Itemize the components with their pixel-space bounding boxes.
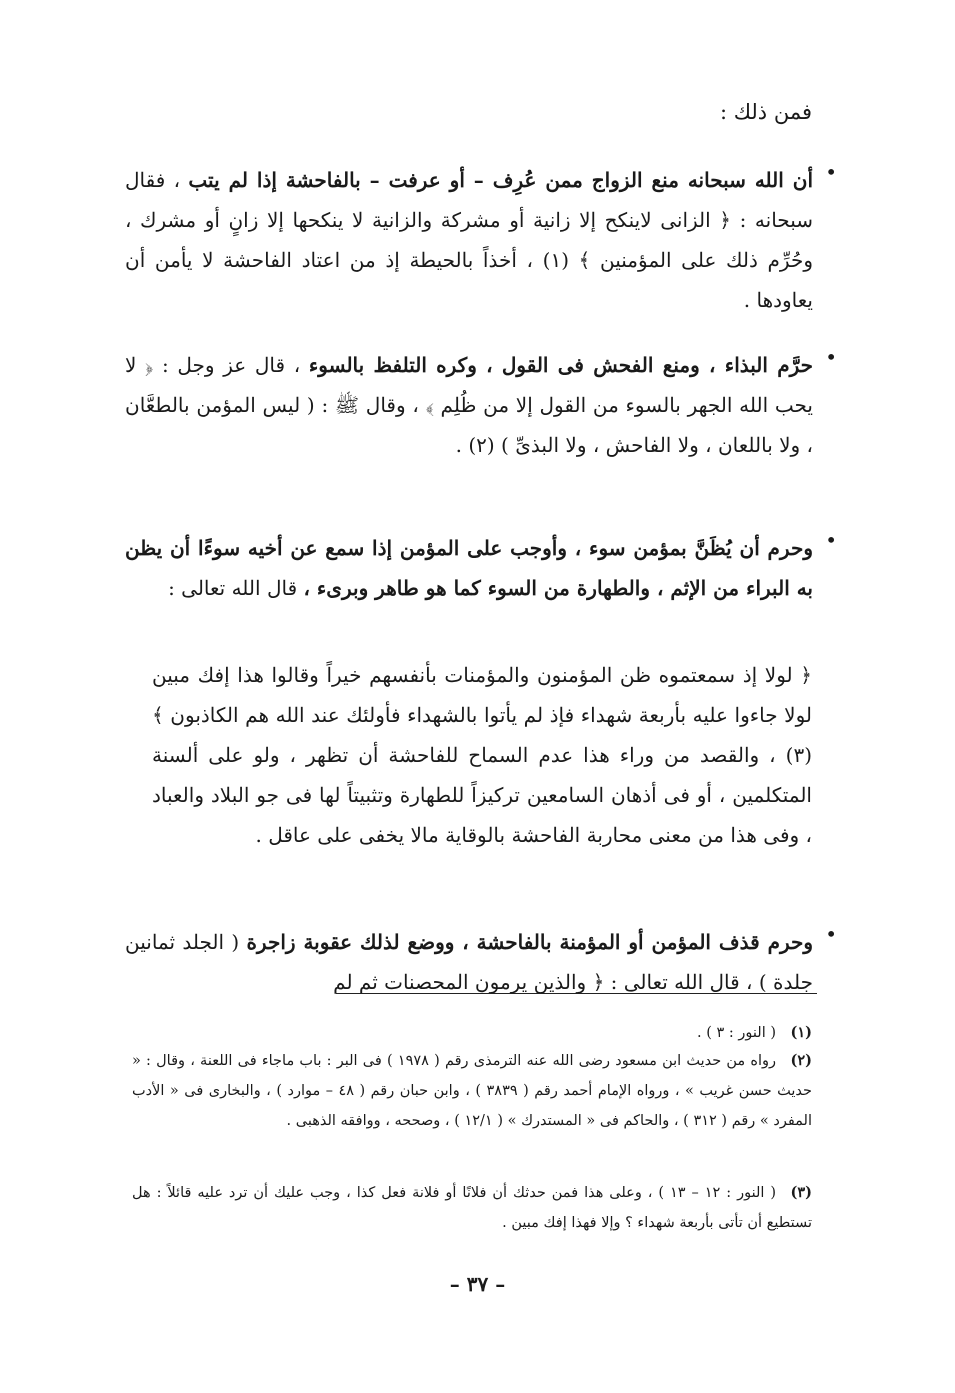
bullet-heading: أن الله سبحانه منع الزواج ممن عُرِف – أو عرفت – بالفاحشة إذا لم يتب: [188, 168, 813, 192]
footnote-3: [132, 1178, 812, 1238]
footnote-text: رواه من حديث ابن مسعود رضى الله عنه الترمذى رقم ( ١٩٧٨ ) فى البر : باب ماجاء فى اللعنة ، وقال : « حديث حسن غريب » ، ورواه الإمام أحمد رقم ( ٣٨٣٩ ) ، وابن حبان رقم ( ٤٨ – موارد ) ، والبخارى فى « الأدب المفرد » رقم ( ٣١٢ ) ، والحاكم فى « المستدرك » ( ١٢/١ ) ، وصححه ، ووافقه الذهبى .: [132, 1053, 812, 1129]
bullet-heading: وحرم قذف المؤمن أو المؤمنة بالفاحشة ، ووضع لذلك عقوبة زاجرة: [246, 930, 814, 954]
bullet-dot: •: [825, 160, 837, 184]
bullet-obscenity: [125, 345, 837, 465]
bullet-text: ، فقال سبحانه : ﴿ الزانى لاينكح إلا زانية أو مشركة والزانية لا ينكحها إلا زانٍ أو مشرك ، وحُرِّم ذلك على المؤمنين ﴾ (١) ، أخذاً بالحيطة إذ من اعتاد الفاحشة لا يأمن أن يعاودها .: [125, 168, 813, 312]
bullet-dot: •: [825, 922, 837, 946]
intro-line: فمن ذلك :: [719, 100, 812, 124]
footnote-text: ( النور : ٣ ) .: [697, 1025, 776, 1041]
bullet-text: قال الله تعالى :: [168, 576, 298, 600]
bullet-suspicion: [125, 528, 837, 608]
footnote-separator: [336, 993, 817, 994]
bullet-dot: •: [825, 528, 837, 552]
bullet-text: ( الجلد ثمانين جلدة ) ، قال الله تعالى : ﴿ والذين يرمون المحصنات ثم لم: [125, 930, 813, 994]
quote-paragraph: ﴿ لولا إذ سمعتموه ظن المؤمنون والمؤمنات بأنفسهم خيراً وقالوا هذا إفك مبين لولا جاءوا عليه بأربعة شهداء فإذ لم يأتوا بالشهداء فأولئك عند الله هم الكاذبون ﴾ (٣) ، والقصد من وراء هذا عدم السماح للفاحشة أن تظهر ، ولو على ألسنة المتكلمين ، أو فى أذهان السامعين تركيزاً للطهارة وتثبيتاً لها فى جو البلاد والعباد ، وفى هذا من معنى محاربة الفاحشة بالوقاية مالا يخفى على عاقل .: [152, 663, 812, 847]
footnote-1: [132, 1018, 812, 1048]
bullet-marriage: [125, 160, 837, 320]
footnote-number: (٣): [790, 1184, 813, 1201]
footnote-number: (٢): [790, 1052, 812, 1069]
page-number: – ٣٧ –: [449, 1272, 506, 1296]
footnote-number: (١): [790, 1024, 812, 1041]
bullet-heading: حرَّم البذاء ، ومنع الفحش فى القول ، وكره التلفظ بالسوء: [308, 353, 813, 377]
bullet-slander: [125, 922, 837, 1002]
bullet-dot: •: [825, 345, 837, 369]
footnote-text: ( النور : ١٢ – ١٣ ) ، وعلى هذا فمن حدثك أن فلانًا أو فلانة فعل كذا ، وجب عليك أن ترد عليه قائلاً : هل تستطيع أن تأتى بأربعة شهداء ؟ وإلا فهذا إفك مبين .: [132, 1185, 812, 1231]
bullet-heading: وحرم أن يُظَنَّ بمؤمن سوء ، وأوجب على المؤمن إذا سمع عن أخيه سوءًا أن يظن به البراء من الإثم ، والطهارة من السوء كما هو طاهر وبرىء ،: [125, 536, 813, 600]
bullet-text: ، قال عز وجل : ﴿ لا يحب الله الجهر بالسوء من القول إلا من ظُلِم ﴾ ، وقال ﷺ : ( ليس المؤمن بالطعَّان ، ولا باللعان ، ولا الفاحش ، ولا البذىِّ ) (٢) .: [125, 353, 813, 457]
footnote-2: [132, 1046, 812, 1136]
